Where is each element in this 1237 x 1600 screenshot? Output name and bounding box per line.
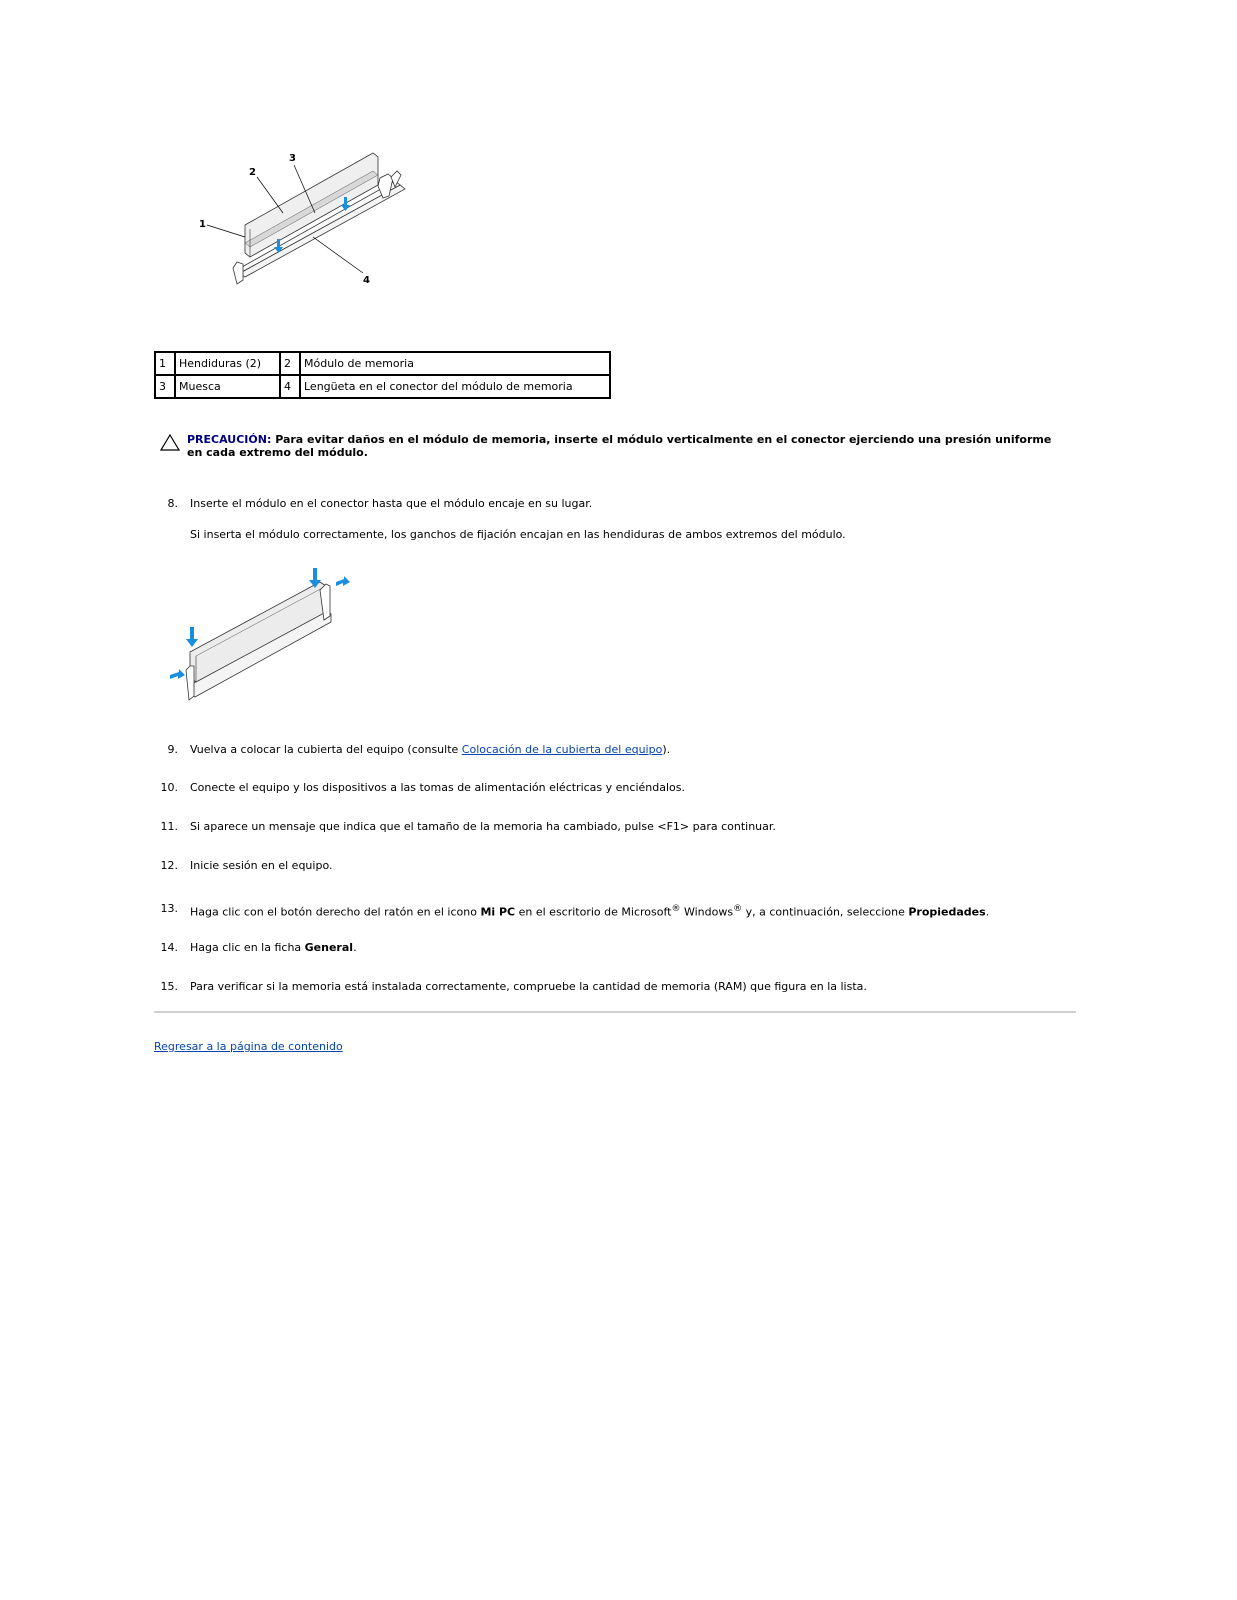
step-number: 13. [160,902,178,915]
step-text-part: Windows [680,905,734,919]
caution-text [187,433,1057,459]
step-text-part: y, a continuación, seleccione [742,905,909,919]
back-to-contents-link[interactable]: Regresar a la página de contenido [154,1040,343,1053]
callout-legend-table [154,351,611,399]
step-text-part: Haga clic con el botón derecho del ratón en el icono [190,905,481,919]
registered-mark: ® [733,904,743,914]
step-text: Si aparece un mensaje que indica que el tamaño de la memoria ha cambiado, pulse <F1> para continuar. [190,820,776,833]
general-tab-term: General [304,941,354,954]
legend-number: 4 [280,375,300,398]
caution-body: Para evitar daños en el módulo de memoria, inserte el módulo verticalmente en el conector ejerciendo una presión uniforme en cada extremo del módulo. [187,433,1052,459]
step-number: 15. [160,980,178,993]
step-text-part: Haga clic en la ficha [190,941,305,954]
warning-triangle-icon [160,434,180,451]
step-text: Conecte el equipo y los dispositivos a las tomas de alimentación eléctricas y enciéndalos. [190,781,685,794]
legend-label: Módulo de memoria [300,352,610,375]
step-text-part: Vuelva a colocar la cubierta del equipo (consulte [190,743,462,756]
step-text-part: en el escritorio de Microsoft [515,905,672,919]
callout-2: 2 [249,167,256,178]
step-number: 11. [160,820,178,833]
step-number: 9. [167,743,178,756]
step-number: 12. [160,859,178,872]
my-pc-term: Mi PC [480,905,516,919]
section-divider [154,1011,1076,1013]
step-number: 14. [160,941,178,954]
table-row [155,375,610,398]
step-text-part: . [985,905,990,919]
callout-4: 4 [363,275,370,286]
step-text [190,743,670,757]
legend-number: 1 [155,352,175,375]
step-text-part: . [353,941,357,954]
step-text [190,941,357,955]
step-number: 10. [160,781,178,794]
module-seated-figure [168,560,358,710]
registered-mark: ® [671,904,681,914]
callout-1: 1 [199,219,206,230]
step-text: Para verificar si la memoria está instalada correctamente, compruebe la cantidad de memoria (RAM) que figura en la lista. [190,980,867,993]
step-text: Inicie sesión en el equipo. [190,859,333,872]
legend-label: Lengüeta en el conector del módulo de memoria [300,375,610,398]
legend-number: 2 [280,352,300,375]
step-number: 8. [167,497,178,510]
step-note-text: Si inserta el módulo correctamente, los ganchos de fijación encajan en las hendiduras de ambos extremos del módulo. [190,528,846,541]
table-row [155,352,610,375]
legend-label: Muesca [175,375,280,398]
properties-term: Propiedades [908,905,986,919]
legend-label: Hendiduras (2) [175,352,280,375]
replace-cover-link[interactable]: Colocación de la cubierta del equipo [461,743,663,756]
step-text [190,902,989,920]
callout-3: 3 [289,153,296,164]
memory-module-figure [195,145,420,295]
step-text-part: ). [662,743,671,756]
caution-label: PRECAUCIÓN: [187,433,272,446]
step-text: Inserte el módulo en el conector hasta que el módulo encaje en su lugar. [190,497,593,510]
legend-number: 3 [155,375,175,398]
